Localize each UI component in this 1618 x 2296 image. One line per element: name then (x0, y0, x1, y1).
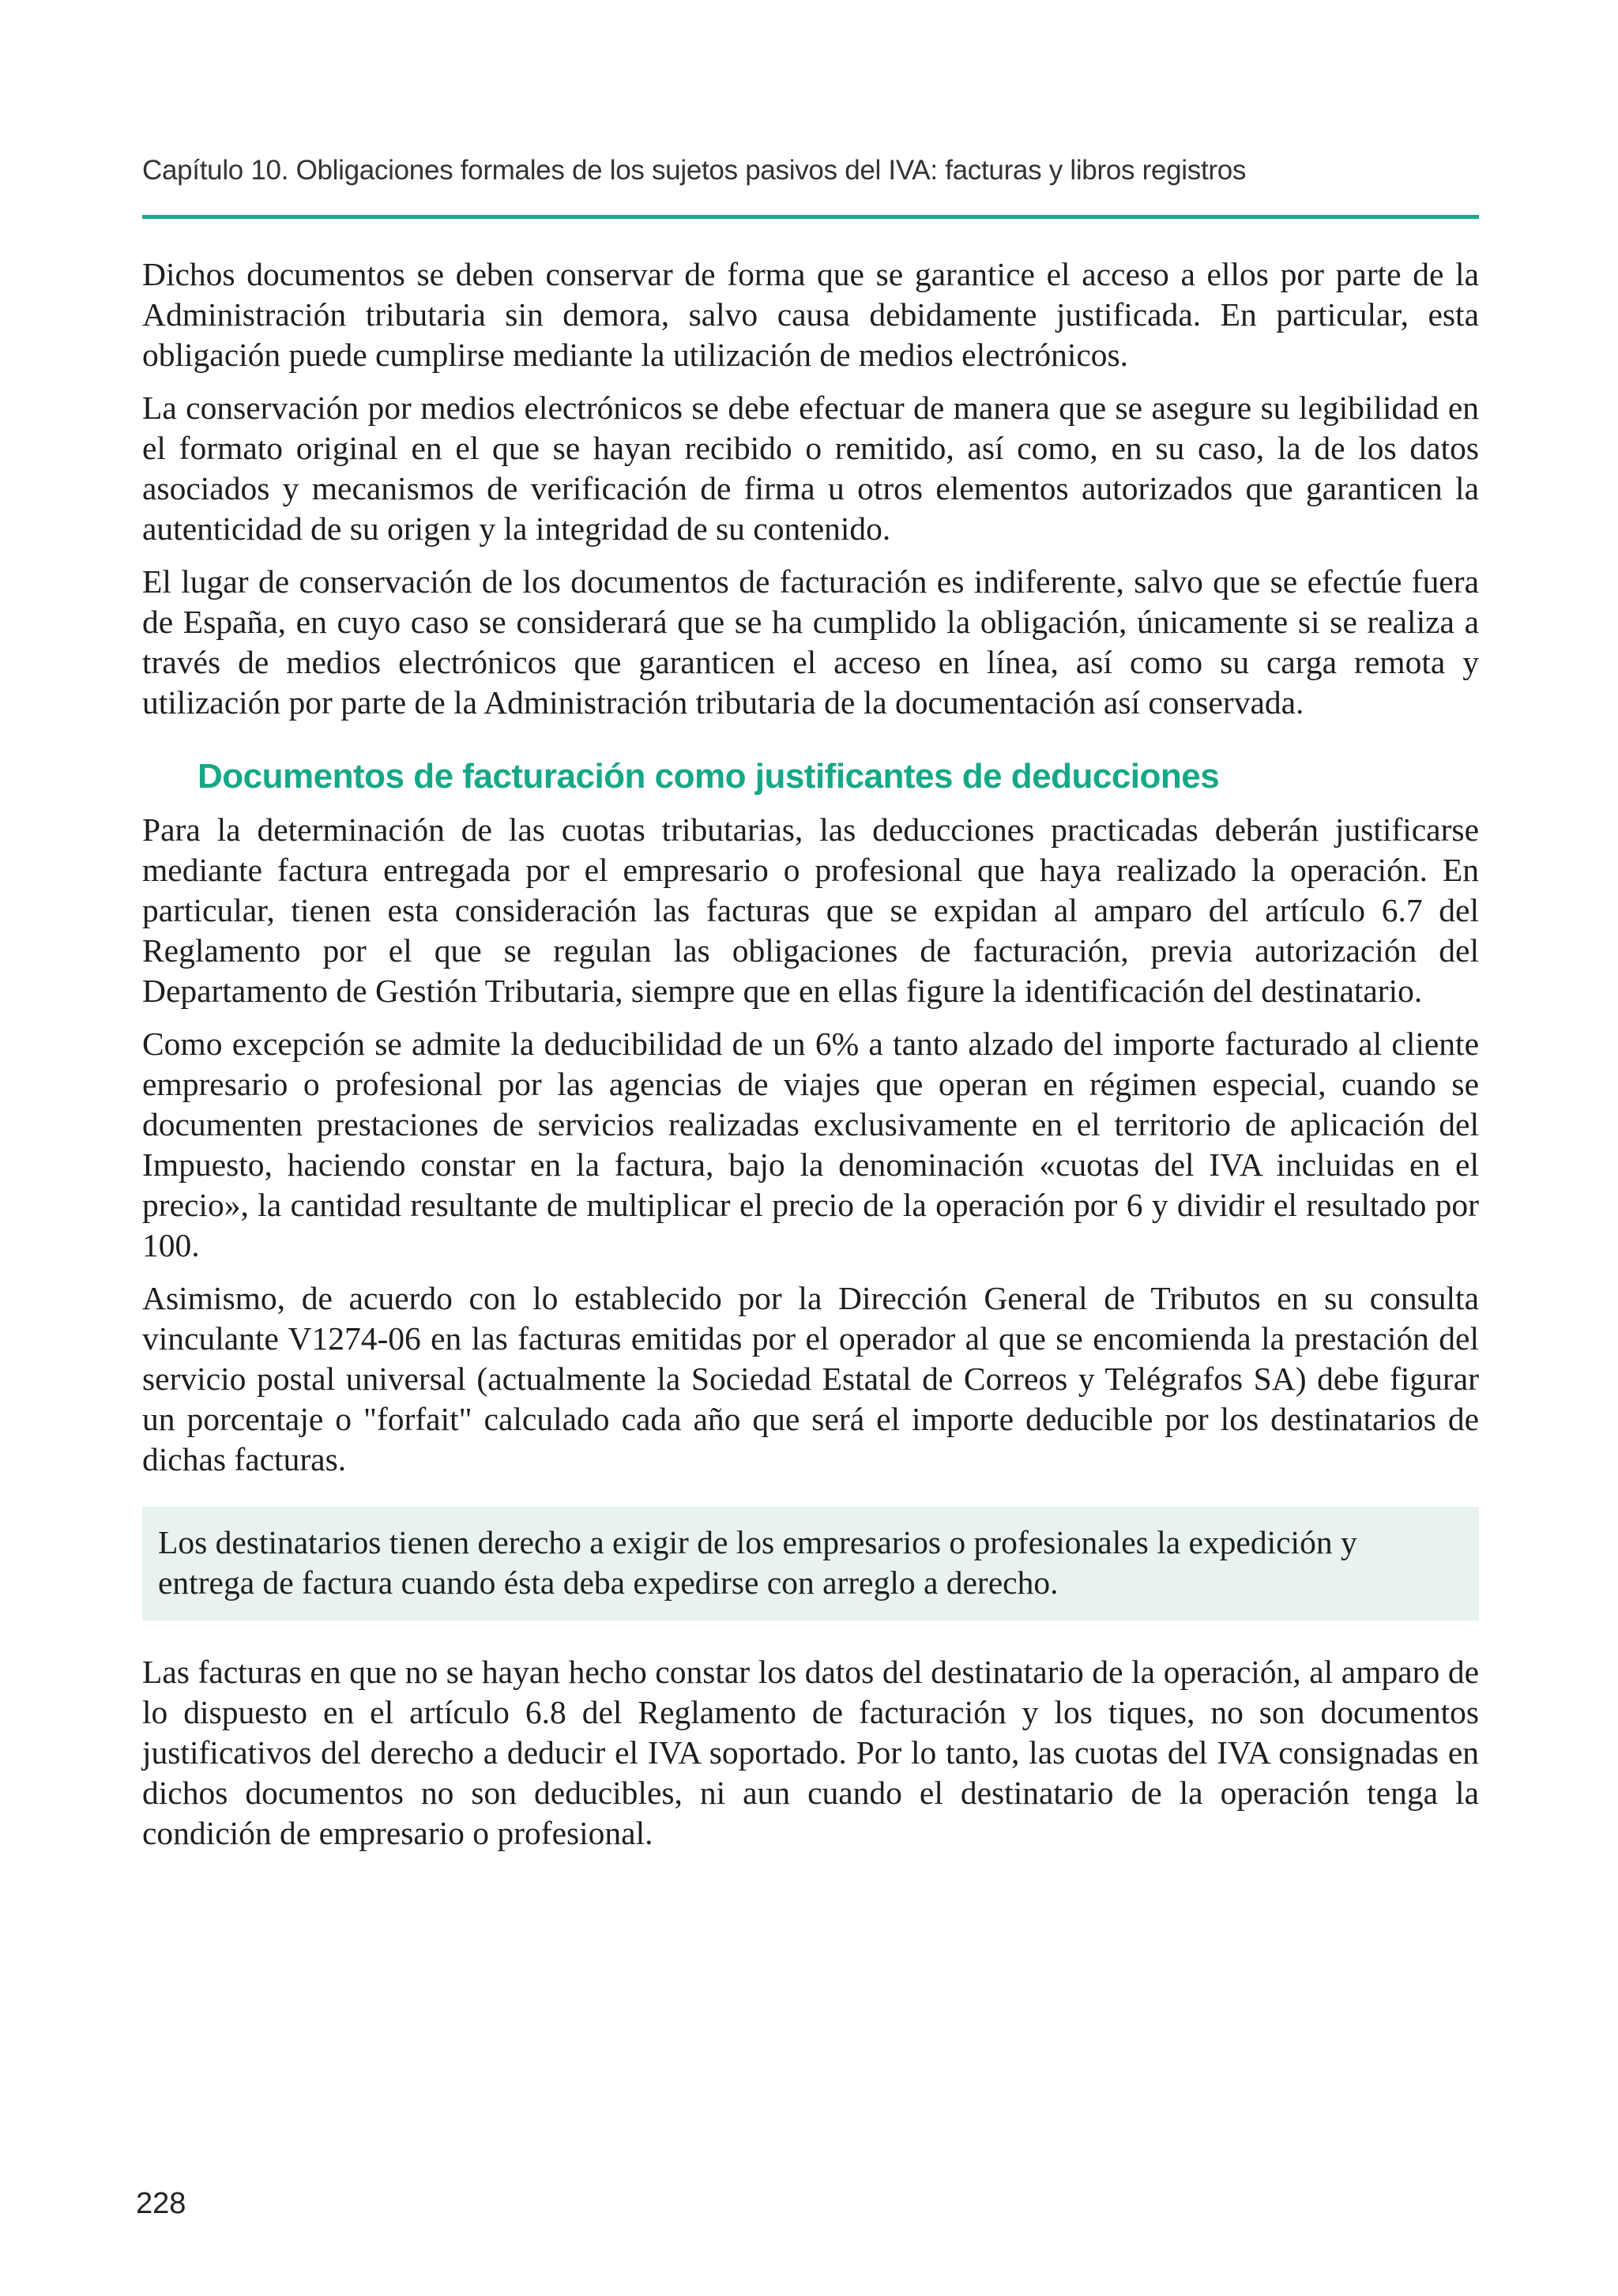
paragraph-medios-electronicos: La conservación por medios electrónicos se debe efectuar de manera que se asegure su legibilidad en el formato original en el que se hayan recibido o remitido, así como, en su caso, la de los datos asociados y mecanismos de verificación de firma u otros elementos autorizados que garanticen la autenticidad de su origen y la integridad de su contenido. (142, 390, 1479, 547)
running-header: Capítulo 10. Obligaciones formales de los sujetos pasivos del IVA: facturas y libros registros (142, 155, 1247, 186)
paragraph-lugar-conservacion: El lugar de conservación de los documentos de facturación es indiferente, salvo que se efectúe fuera de España, en cuyo caso se considerará que se ha cumplido la obligación, únicamente si se realiza a través de medios electrónicos que garanticen el acceso en línea, así como su carga remota y utilización por parte de la Administración tributaria de la documentación así conservada. (142, 563, 1479, 721)
page-body (142, 254, 1479, 1866)
paragraph-facturas-sin-destinatario: Las facturas en que no se hayan hecho constar los datos del destinatario de la operación, al amparo de lo dispuesto en el artículo 6.8 del Reglamento de facturación y los tiques, no son documentos justificativos del derecho a deducir el IVA soportado. Por lo tanto, las cuotas del IVA consignadas en dichos documentos no son deducibles, ni aun cuando el destinatario de la operación tenga la condición de empresario o profesional. (142, 1654, 1479, 1851)
section-heading: Documentos de facturación como justificantes de deducciones (198, 757, 1220, 796)
header-divider (142, 215, 1479, 219)
page-number: 228 (136, 2187, 186, 2220)
paragraph-conservacion: Dichos documentos se deben conservar de forma que se garantice el acceso a ellos por parte de la Administración tributaria sin demora, salvo causa debidamente justificada. En particular, esta obligación puede cumplirse mediante la utilización de medios electrónicos. (142, 256, 1479, 373)
paragraph-cuotas-tributarias: Para la determinación de las cuotas tributarias, las deducciones practicadas deberán justificarse mediante factura entregada por el empresario o profesional que haya realizado la operación. En particular, tienen esta consideración las facturas que se expidan al amparo del artículo 6.7 del Reglamento por el que se regulan las obligaciones de facturación, previa autorización del Departamento de Gestión Tributaria, siempre que en ellas figure la identificación del destinatario. (142, 811, 1479, 1009)
paragraph-excepcion-agencias: Como excepción se admite la deducibilidad de un 6% a tanto alzado del importe facturado al cliente empresario o profesional por las agencias de viajes que operan en régimen especial, cuando se documenten prestaciones de servicios realizadas exclusivamente en el territorio de aplicación del Impuesto, haciendo constar en la factura, bajo la denominación «cuotas del IVA incluidas en el precio», la cantidad resultante de multiplicar el precio de la operación por 6 y dividir el resultado por 100. (142, 1026, 1479, 1263)
paragraph-consulta-vinculante: Asimismo, de acuerdo con lo establecido por la Dirección General de Tributos en su consulta vinculante V1274-06 en las facturas emitidas por el operador al que se encomienda la prestación del servicio postal universal (actualmente la Sociedad Estatal de Correos y Telégrafos SA) debe figurar un porcentaje o "forfait" calculado cada año que será el importe deducible por los destinatarios de dichas facturas. (142, 1280, 1479, 1477)
highlight-note-box: Los destinatarios tienen derecho a exigir de los empresarios o profesionales la expedición y entrega de factura cuando ésta deba expedirse con arreglo a derecho. (142, 1507, 1479, 1620)
